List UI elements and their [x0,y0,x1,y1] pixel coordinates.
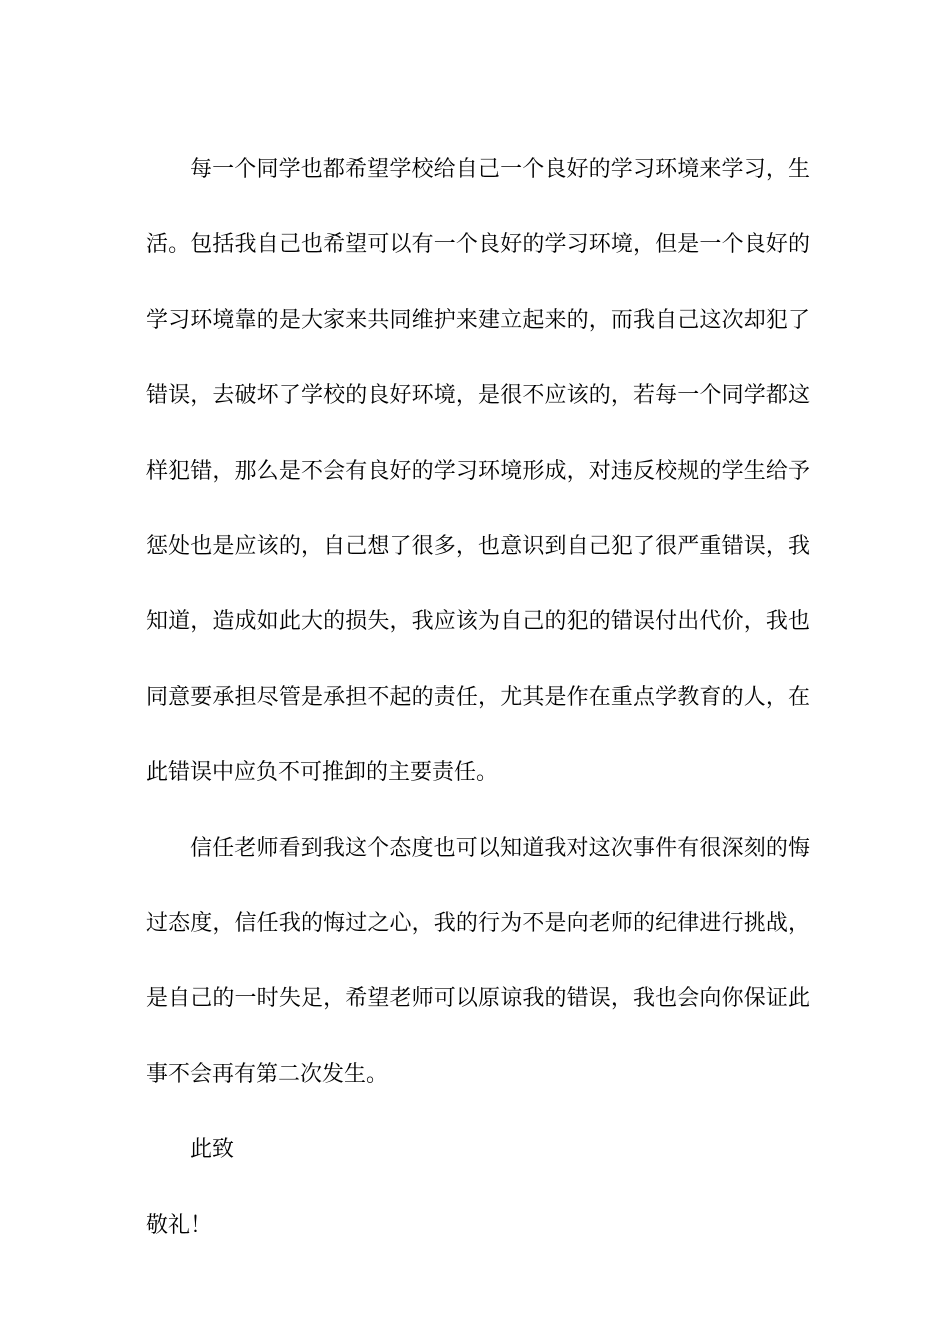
paragraph-apology: 信任老师看到我这个态度也可以知道我对这次事件有很深刻的悔过态度，信任我的悔过之心，我的行为不是向老师的纪律进行挑战，是自己的一时失足，希望老师可以原谅我的错误，我也会向你保证此事不会再有第二次发生。 [146,835,810,1087]
closing-regards: 敬礼！ [146,1212,213,1238]
paragraph-environment: 每一个同学也都希望学校给自己一个良好的学习环境来学习，生活。包括我自己也希望可以有一个良好的学习环境，但是一个良好的学习环境靠的是大家来共同维护来建立起来的，而我自己这次却犯了错误，去破坏了学校的良好环境，是很不应该的，若每一个同学都这样犯错，那么是不会有良好的学习环境形成，对违反校规的学生给予惩处也是应该的，自己想了很多，也意识到自己犯了很严重错误，我知道，造成如此大的损失，我应该为自己的犯的错误付出代价，我也同意要承担尽管是承担不起的责任，尤其是作在重点学教育的人，在此错误中应负不可推卸的主要责任。 [146,157,810,786]
closing-salutation: 此致 [190,1137,235,1163]
letter-body [146,132,810,1263]
